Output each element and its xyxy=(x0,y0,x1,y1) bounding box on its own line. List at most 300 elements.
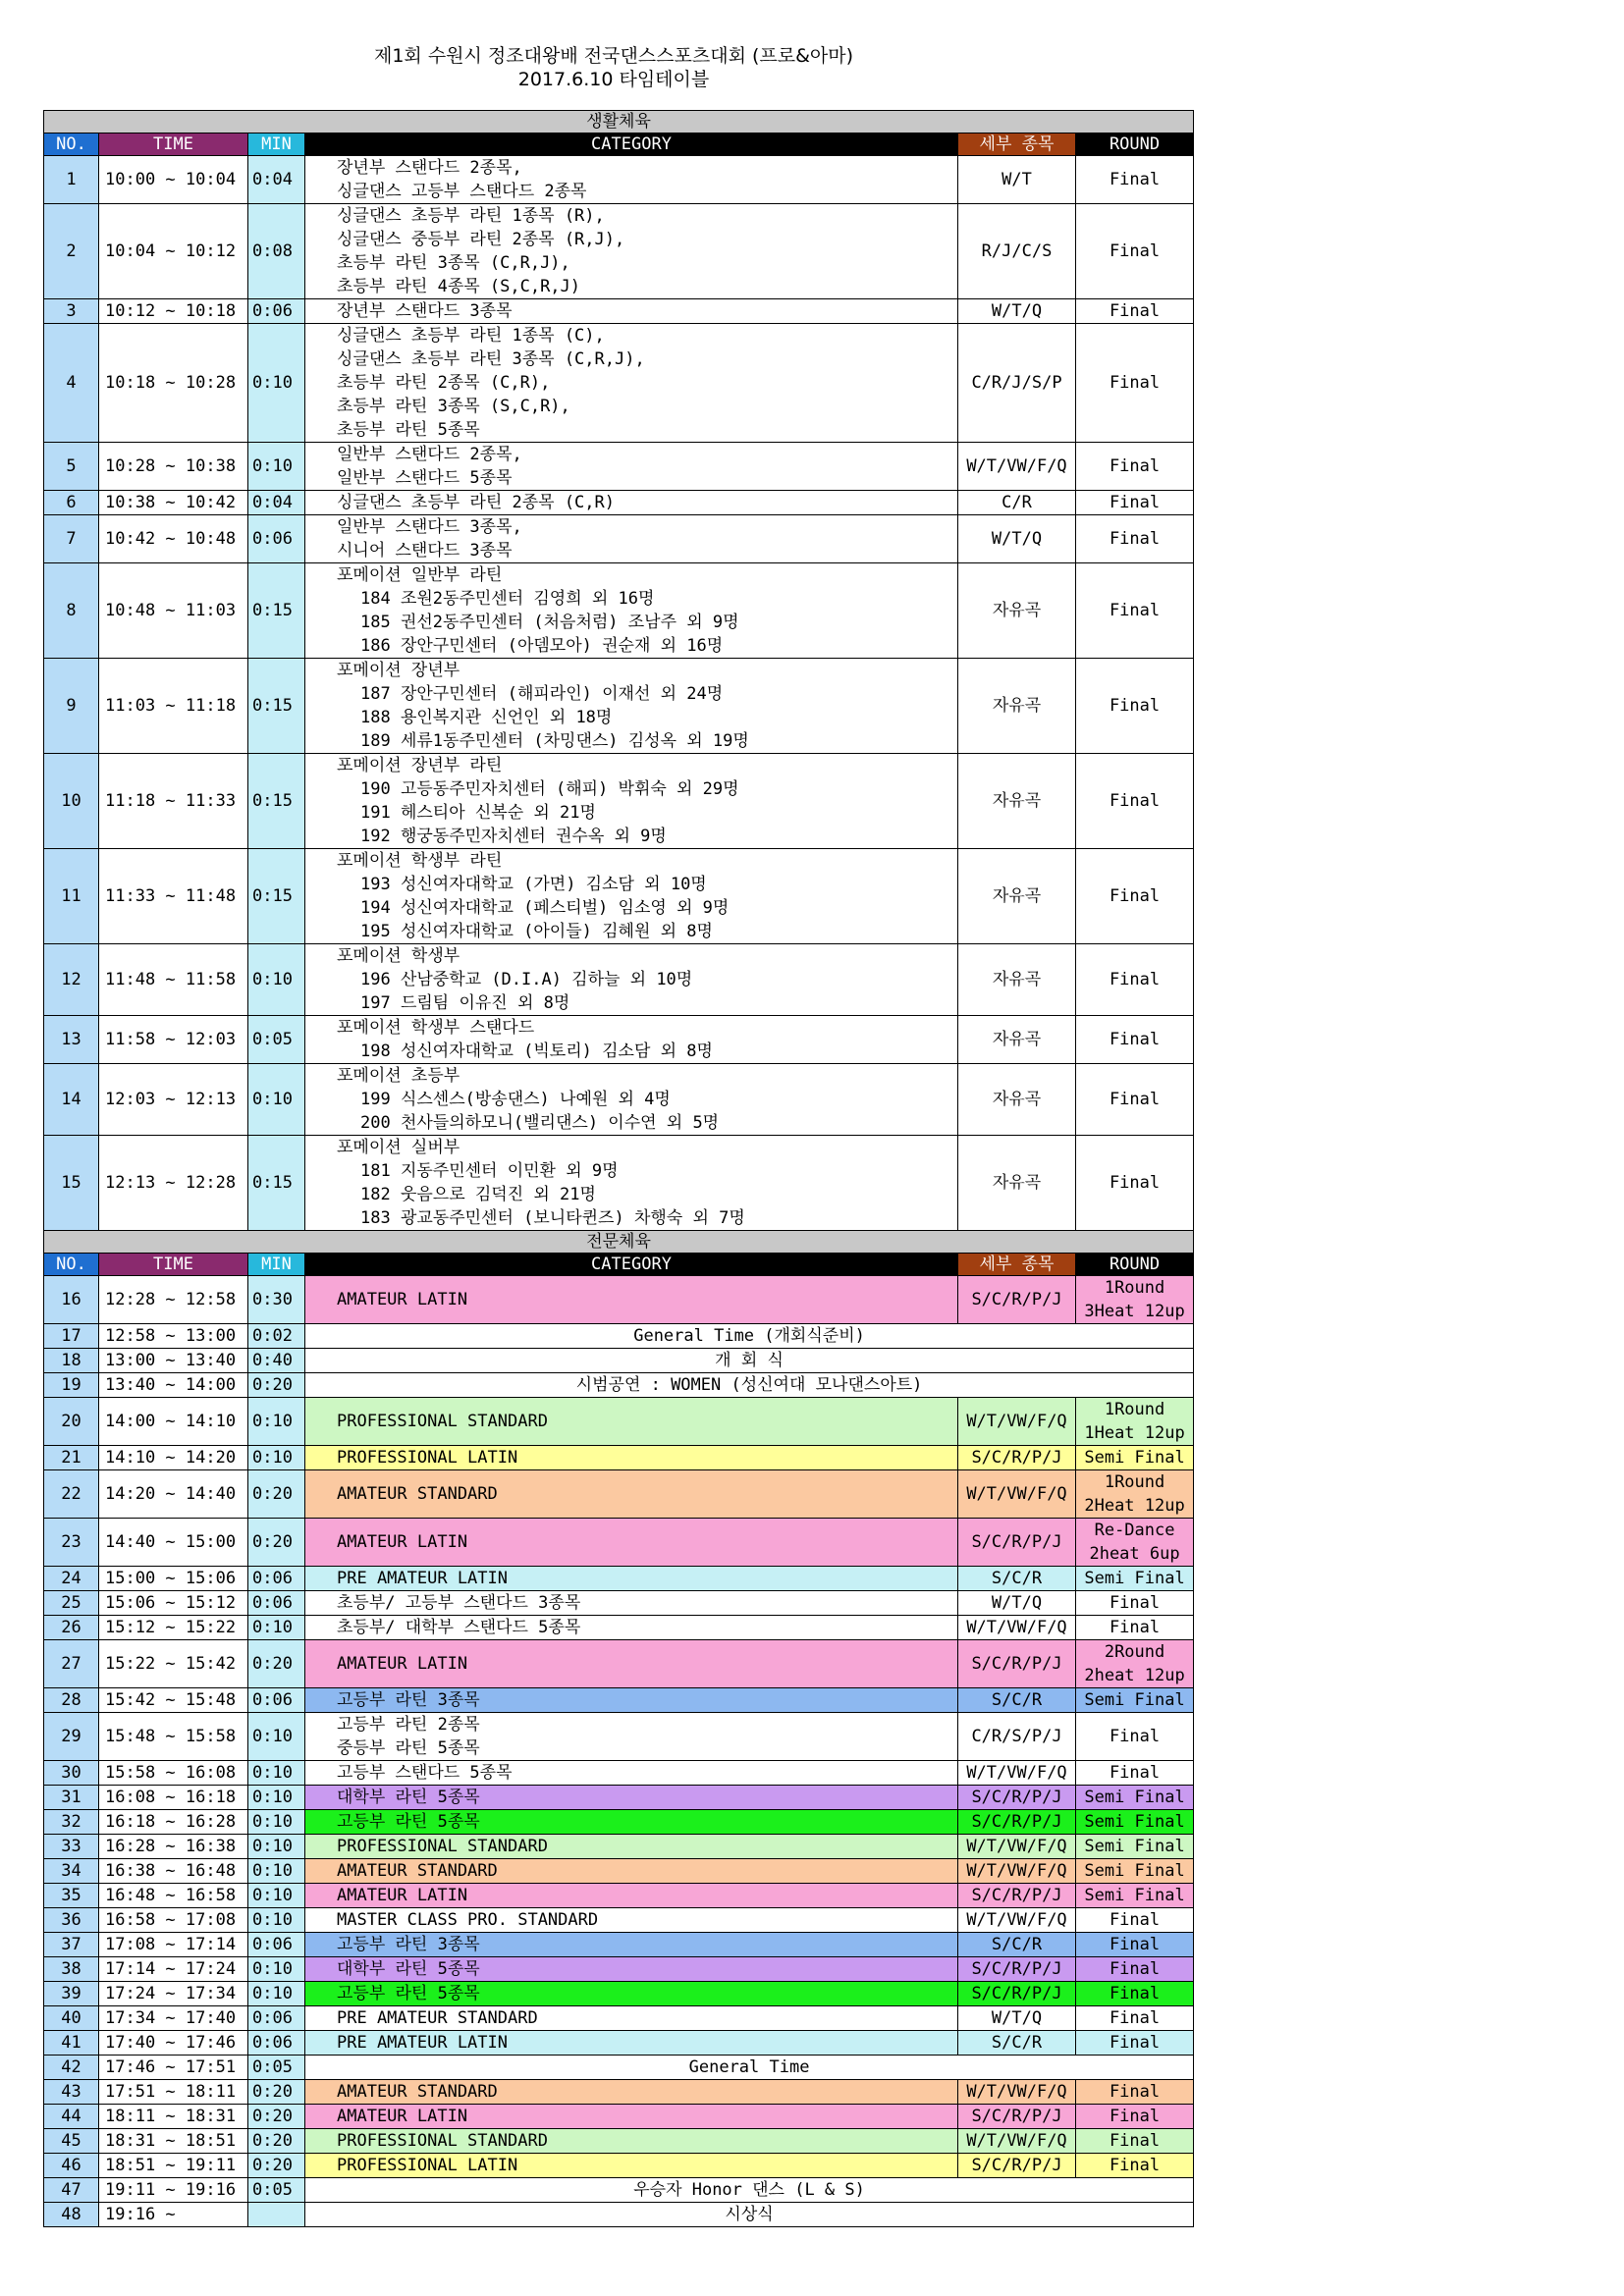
row-min: 0:06 xyxy=(248,2006,305,2031)
category-line: 196 산남중학교 (D.I.A) 김하늘 외 10명 xyxy=(360,970,693,989)
row-min: 0:10 xyxy=(248,1884,305,1908)
row-detail: 자유곡 xyxy=(958,1064,1076,1136)
row-round xyxy=(1076,563,1194,659)
table-row xyxy=(44,1786,1194,1810)
round-line: Final xyxy=(1109,2156,1161,2175)
row-round xyxy=(1076,1567,1194,1591)
row-round xyxy=(1076,491,1194,515)
row-category xyxy=(305,156,958,204)
row-category xyxy=(305,1349,1194,1373)
row-min: 0:10 xyxy=(248,1908,305,1933)
row-time: 16:48 ~ 16:58 xyxy=(99,1884,248,1908)
header-row xyxy=(44,133,1194,156)
row-detail: W/T/VW/F/Q xyxy=(958,1470,1076,1519)
round-line: Final xyxy=(1109,1984,1161,2003)
row-time: 10:00 ~ 10:04 xyxy=(99,156,248,204)
row-round xyxy=(1076,849,1194,944)
row-category xyxy=(305,1640,958,1688)
table-row xyxy=(44,1470,1194,1519)
row-number: 7 xyxy=(44,515,99,563)
row-round xyxy=(1076,1398,1194,1446)
table-row xyxy=(44,1567,1194,1591)
category-line: PROFESSIONAL STANDARD xyxy=(337,1837,548,1856)
row-time: 15:42 ~ 15:48 xyxy=(99,1688,248,1713)
row-number: 18 xyxy=(44,1349,99,1373)
category-line: PRE AMATEUR STANDARD xyxy=(337,2008,538,2028)
row-number: 25 xyxy=(44,1591,99,1616)
row-category xyxy=(305,2080,958,2105)
row-time: 16:28 ~ 16:38 xyxy=(99,1835,248,1859)
section-title: 전문체육 xyxy=(44,1231,1194,1254)
category-line: PRE AMATEUR LATIN xyxy=(337,1569,508,1588)
category-line: 185 권선2동주민센터 (처음처럼) 조남주 외 9명 xyxy=(360,613,739,632)
category-line: General Time (개회식준비) xyxy=(633,1326,865,1346)
category-line: 192 행궁동주민자치센터 권수옥 외 9명 xyxy=(360,827,667,846)
table-row xyxy=(44,563,1194,659)
row-time: 10:42 ~ 10:48 xyxy=(99,515,248,563)
category-line: 195 성신여자대학교 (아이들) 김혜원 외 8명 xyxy=(360,922,713,941)
row-time: 18:31 ~ 18:51 xyxy=(99,2129,248,2154)
round-line: Final xyxy=(1109,456,1161,476)
row-number: 41 xyxy=(44,2031,99,2056)
row-round xyxy=(1076,1982,1194,2006)
row-number: 32 xyxy=(44,1810,99,1835)
row-category xyxy=(305,2129,958,2154)
row-round xyxy=(1076,156,1194,204)
round-line: Final xyxy=(1109,2033,1161,2053)
row-number: 39 xyxy=(44,1982,99,2006)
row-min: 0:05 xyxy=(248,2178,305,2203)
row-min: 0:10 xyxy=(248,1713,305,1761)
category-line: 고등부 스탠다드 5종목 xyxy=(337,1763,513,1783)
category-line: 중등부 라틴 5종목 xyxy=(337,1738,480,1758)
row-detail: S/C/R/P/J xyxy=(958,1786,1076,1810)
round-line: 2heat 12up xyxy=(1084,1666,1185,1685)
round-line: Semi Final xyxy=(1084,1837,1185,1856)
category-line: 시상식 xyxy=(725,2205,774,2224)
category-line: AMATEUR LATIN xyxy=(337,2107,468,2126)
row-category xyxy=(305,1957,958,1982)
row-round xyxy=(1076,1933,1194,1957)
row-detail: W/T/VW/F/Q xyxy=(958,1835,1076,1859)
row-number: 30 xyxy=(44,1761,99,1786)
round-line: Semi Final xyxy=(1084,1448,1185,1468)
row-min: 0:10 xyxy=(248,1957,305,1982)
section-title-row xyxy=(44,1231,1194,1254)
row-time: 12:58 ~ 13:00 xyxy=(99,1324,248,1349)
row-detail: W/T/VW/F/Q xyxy=(958,1616,1076,1640)
round-line: Final xyxy=(1109,2008,1161,2028)
row-category xyxy=(305,1835,958,1859)
row-number: 26 xyxy=(44,1616,99,1640)
row-min: 0:10 xyxy=(248,1446,305,1470)
row-number: 1 xyxy=(44,156,99,204)
row-detail: S/C/R xyxy=(958,1567,1076,1591)
round-line: Final xyxy=(1109,886,1161,906)
round-line: Final xyxy=(1109,529,1161,549)
row-min: 0:06 xyxy=(248,2031,305,2056)
row-time: 11:48 ~ 11:58 xyxy=(99,944,248,1016)
round-line: Final xyxy=(1109,1959,1161,1979)
category-line: 191 헤스티아 신복순 외 21명 xyxy=(360,803,596,823)
row-time: 15:58 ~ 16:08 xyxy=(99,1761,248,1786)
category-line: 고등부 라틴 3종목 xyxy=(337,1935,480,1954)
row-round xyxy=(1076,1957,1194,1982)
row-round xyxy=(1076,1064,1194,1136)
row-category xyxy=(305,1373,1194,1398)
category-line: AMATEUR STANDARD xyxy=(337,1861,498,1881)
row-time: 12:13 ~ 12:28 xyxy=(99,1136,248,1231)
category-line: PROFESSIONAL STANDARD xyxy=(337,2131,548,2151)
row-min: 0:05 xyxy=(248,1016,305,1064)
category-line: 고등부 라틴 5종목 xyxy=(337,1812,480,1832)
category-line: PROFESSIONAL LATIN xyxy=(337,1448,518,1468)
round-line: Final xyxy=(1109,696,1161,716)
category-line: General Time xyxy=(688,2057,810,2077)
row-number: 19 xyxy=(44,1373,99,1398)
row-category xyxy=(305,659,958,754)
table-row xyxy=(44,659,1194,754)
row-number: 16 xyxy=(44,1276,99,1324)
round-line: Final xyxy=(1109,170,1161,189)
row-detail: R/J/C/S xyxy=(958,204,1076,299)
row-category xyxy=(305,1470,958,1519)
round-line: Final xyxy=(1109,2131,1161,2151)
row-number: 28 xyxy=(44,1688,99,1713)
category-line: 고등부 라틴 5종목 xyxy=(337,1984,480,2003)
round-line: Final xyxy=(1109,1090,1161,1109)
row-number: 20 xyxy=(44,1398,99,1446)
row-number: 22 xyxy=(44,1470,99,1519)
row-category xyxy=(305,1810,958,1835)
row-time: 19:16 ~ xyxy=(99,2203,248,2227)
round-line: Final xyxy=(1109,970,1161,989)
category-line: 싱글댄스 초등부 라틴 3종목 (C,R,J), xyxy=(337,349,645,369)
category-line: AMATEUR STANDARD xyxy=(337,1484,498,1504)
row-time: 18:11 ~ 18:31 xyxy=(99,2105,248,2129)
category-line: 일반부 스탠다드 5종목 xyxy=(337,468,513,488)
row-detail: W/T/Q xyxy=(958,2006,1076,2031)
round-line: Re-Dance xyxy=(1094,1521,1175,1540)
row-time: 16:08 ~ 16:18 xyxy=(99,1786,248,1810)
row-category xyxy=(305,1761,958,1786)
table-row xyxy=(44,1982,1194,2006)
row-min: 0:10 xyxy=(248,1616,305,1640)
category-line: 싱글댄스 고등부 스탠다드 2종목 xyxy=(337,182,587,201)
row-time: 15:06 ~ 15:12 xyxy=(99,1591,248,1616)
row-detail: W/T/Q xyxy=(958,1591,1076,1616)
row-time: 15:48 ~ 15:58 xyxy=(99,1713,248,1761)
row-round xyxy=(1076,1713,1194,1761)
row-number: 2 xyxy=(44,204,99,299)
row-min: 0:15 xyxy=(248,754,305,849)
category-line: 대학부 라틴 5종목 xyxy=(337,1788,480,1807)
table-row xyxy=(44,754,1194,849)
row-time: 10:48 ~ 11:03 xyxy=(99,563,248,659)
row-number: 27 xyxy=(44,1640,99,1688)
row-min: 0:10 xyxy=(248,1398,305,1446)
category-line: 182 웃음으로 김덕진 외 21명 xyxy=(360,1185,596,1204)
category-line: AMATEUR LATIN xyxy=(337,1654,468,1674)
category-line: 포메이션 장년부 xyxy=(337,661,460,680)
table-row xyxy=(44,1640,1194,1688)
row-detail: S/C/R xyxy=(958,1933,1076,1957)
category-line: 187 장안구민센터 (해피라인) 이재선 외 24명 xyxy=(360,684,724,704)
row-time: 17:34 ~ 17:40 xyxy=(99,2006,248,2031)
row-round xyxy=(1076,443,1194,491)
row-min: 0:20 xyxy=(248,2105,305,2129)
row-category xyxy=(305,1908,958,1933)
row-detail: W/T/VW/F/Q xyxy=(958,1859,1076,1884)
round-line: Final xyxy=(1109,241,1161,261)
row-min: 0:20 xyxy=(248,2154,305,2178)
row-number: 5 xyxy=(44,443,99,491)
round-line: Final xyxy=(1109,373,1161,393)
row-number: 24 xyxy=(44,1567,99,1591)
table-row xyxy=(44,1835,1194,1859)
row-round xyxy=(1076,944,1194,1016)
table-row xyxy=(44,2178,1194,2203)
row-category xyxy=(305,1064,958,1136)
round-line: Semi Final xyxy=(1084,1886,1185,1905)
header-category: CATEGORY xyxy=(305,1254,958,1276)
row-category xyxy=(305,1859,958,1884)
round-line: Final xyxy=(1109,1618,1161,1637)
row-number: 29 xyxy=(44,1713,99,1761)
table-row xyxy=(44,1616,1194,1640)
row-round xyxy=(1076,1835,1194,1859)
row-category xyxy=(305,324,958,443)
category-line: AMATEUR LATIN xyxy=(337,1532,468,1552)
category-line: 일반부 스탠다드 2종목, xyxy=(337,445,522,464)
row-number: 6 xyxy=(44,491,99,515)
row-detail: W/T/VW/F/Q xyxy=(958,1908,1076,1933)
row-round xyxy=(1076,1276,1194,1324)
row-number: 17 xyxy=(44,1324,99,1349)
table-row xyxy=(44,443,1194,491)
category-line: 190 고등동주민자치센터 (해피) 박휘숙 외 29명 xyxy=(360,779,739,799)
row-category xyxy=(305,1567,958,1591)
round-line: 2Round xyxy=(1104,1642,1165,1662)
row-detail: W/T/Q xyxy=(958,299,1076,324)
row-time: 12:03 ~ 12:13 xyxy=(99,1064,248,1136)
category-line: 초등부 라틴 4종목 (S,C,R,J) xyxy=(337,277,581,296)
table-row xyxy=(44,944,1194,1016)
row-number: 10 xyxy=(44,754,99,849)
row-detail: S/C/R xyxy=(958,1688,1076,1713)
table-row xyxy=(44,1446,1194,1470)
row-time: 11:58 ~ 12:03 xyxy=(99,1016,248,1064)
row-detail: W/T/VW/F/Q xyxy=(958,2129,1076,2154)
row-category xyxy=(305,849,958,944)
round-line: Final xyxy=(1109,1727,1161,1746)
row-min: 0:20 xyxy=(248,2080,305,2105)
table-row xyxy=(44,2154,1194,2178)
row-time: 15:22 ~ 15:42 xyxy=(99,1640,248,1688)
table-row xyxy=(44,1713,1194,1761)
category-line: 우승자 Honor 댄스 (L & S) xyxy=(633,2180,865,2200)
row-category xyxy=(305,1884,958,1908)
row-detail: S/C/R/P/J xyxy=(958,1446,1076,1470)
row-time: 10:18 ~ 10:28 xyxy=(99,324,248,443)
row-min: 0:15 xyxy=(248,1136,305,1231)
row-detail: W/T/VW/F/Q xyxy=(958,2080,1076,2105)
row-time: 10:12 ~ 10:18 xyxy=(99,299,248,324)
category-line: 198 성신여자대학교 (빅토리) 김소담 외 8명 xyxy=(360,1041,713,1061)
row-round xyxy=(1076,1016,1194,1064)
row-number: 8 xyxy=(44,563,99,659)
category-line: 포메이션 일반부 라틴 xyxy=(337,565,503,585)
row-category xyxy=(305,1786,958,1810)
category-line: 포메이션 초등부 xyxy=(337,1066,460,1086)
header-time: TIME xyxy=(99,1254,248,1276)
row-time: 16:58 ~ 17:08 xyxy=(99,1908,248,1933)
row-min: 0:10 xyxy=(248,1761,305,1786)
header-min: MIN xyxy=(248,133,305,156)
round-line: Final xyxy=(1109,493,1161,512)
round-line: Final xyxy=(1109,2082,1161,2102)
table-row xyxy=(44,2203,1194,2227)
row-min: 0:04 xyxy=(248,491,305,515)
table-row xyxy=(44,2056,1194,2080)
row-category xyxy=(305,563,958,659)
category-line: 포메이션 실버부 xyxy=(337,1138,460,1157)
row-round xyxy=(1076,754,1194,849)
row-round xyxy=(1076,1470,1194,1519)
table-row xyxy=(44,1136,1194,1231)
row-detail: W/T/Q xyxy=(958,515,1076,563)
header-detail: 세부 종목 xyxy=(958,1254,1076,1276)
round-line: Final xyxy=(1109,1030,1161,1049)
row-time: 13:40 ~ 14:00 xyxy=(99,1373,248,1398)
row-detail: C/R/S/P/J xyxy=(958,1713,1076,1761)
row-time: 15:12 ~ 15:22 xyxy=(99,1616,248,1640)
row-number: 33 xyxy=(44,1835,99,1859)
row-min: 0:20 xyxy=(248,2129,305,2154)
row-detail: 자유곡 xyxy=(958,1136,1076,1231)
row-number: 11 xyxy=(44,849,99,944)
category-line: PROFESSIONAL LATIN xyxy=(337,2156,518,2175)
category-line: MASTER CLASS PRO. STANDARD xyxy=(337,1910,599,1930)
round-line: Final xyxy=(1109,1910,1161,1930)
header-no: NO. xyxy=(44,133,99,156)
row-time: 10:38 ~ 10:42 xyxy=(99,491,248,515)
row-round xyxy=(1076,2006,1194,2031)
category-line: AMATEUR STANDARD xyxy=(337,2082,498,2102)
round-line: 1Round xyxy=(1104,1278,1165,1298)
table-row xyxy=(44,849,1194,944)
round-line: 1Heat 12up xyxy=(1084,1423,1185,1443)
row-number: 36 xyxy=(44,1908,99,1933)
category-line: 일반부 스탠다드 3종목, xyxy=(337,517,522,537)
timetable xyxy=(43,110,1194,2227)
row-detail: S/C/R/P/J xyxy=(958,2105,1076,2129)
row-time: 16:18 ~ 16:28 xyxy=(99,1810,248,1835)
header-row xyxy=(44,1254,1194,1276)
row-category xyxy=(305,944,958,1016)
row-min xyxy=(248,2203,305,2227)
header-time: TIME xyxy=(99,133,248,156)
row-time: 14:40 ~ 15:00 xyxy=(99,1519,248,1567)
row-category xyxy=(305,1616,958,1640)
table-row xyxy=(44,1884,1194,1908)
category-line: 194 성신여자대학교 (페스티벌) 임소영 외 9명 xyxy=(360,898,730,918)
category-line: 싱글댄스 초등부 라틴 2종목 (C,R) xyxy=(337,493,615,512)
category-line: PROFESSIONAL STANDARD xyxy=(337,1412,548,1431)
row-detail: C/R/J/S/P xyxy=(958,324,1076,443)
row-min: 0:15 xyxy=(248,563,305,659)
round-line: Final xyxy=(1109,301,1161,321)
section-title: 생활체육 xyxy=(44,111,1194,133)
row-time: 16:38 ~ 16:48 xyxy=(99,1859,248,1884)
row-min: 0:15 xyxy=(248,849,305,944)
round-line: 1Round xyxy=(1104,1472,1165,1492)
row-category xyxy=(305,515,958,563)
row-category xyxy=(305,1446,958,1470)
row-detail: 자유곡 xyxy=(958,849,1076,944)
row-round xyxy=(1076,1519,1194,1567)
section-title-row xyxy=(44,111,1194,133)
row-min: 0:02 xyxy=(248,1324,305,1349)
row-min: 0:20 xyxy=(248,1640,305,1688)
row-number: 46 xyxy=(44,2154,99,2178)
row-number: 31 xyxy=(44,1786,99,1810)
row-category xyxy=(305,2031,958,2056)
row-round xyxy=(1076,1884,1194,1908)
row-min: 0:06 xyxy=(248,1591,305,1616)
round-line: Final xyxy=(1109,1763,1161,1783)
round-line: Semi Final xyxy=(1084,1690,1185,1710)
row-number: 34 xyxy=(44,1859,99,1884)
row-number: 42 xyxy=(44,2056,99,2080)
row-round xyxy=(1076,659,1194,754)
table-row xyxy=(44,2129,1194,2154)
table-row xyxy=(44,1324,1194,1349)
row-number: 37 xyxy=(44,1933,99,1957)
row-detail: S/C/R/P/J xyxy=(958,1957,1076,1982)
row-category xyxy=(305,299,958,324)
row-detail: W/T/VW/F/Q xyxy=(958,1398,1076,1446)
row-time: 10:28 ~ 10:38 xyxy=(99,443,248,491)
row-round xyxy=(1076,1446,1194,1470)
row-number: 23 xyxy=(44,1519,99,1567)
row-min: 0:08 xyxy=(248,204,305,299)
row-category xyxy=(305,2178,1194,2203)
row-time: 12:28 ~ 12:58 xyxy=(99,1276,248,1324)
row-detail: S/C/R/P/J xyxy=(958,1982,1076,2006)
row-time: 10:04 ~ 10:12 xyxy=(99,204,248,299)
row-round xyxy=(1076,2031,1194,2056)
row-detail: S/C/R/P/J xyxy=(958,1519,1076,1567)
category-line: 포메이션 학생부 스탠다드 xyxy=(337,1018,535,1038)
table-row xyxy=(44,2006,1194,2031)
category-line: 181 지동주민센터 이민환 외 9명 xyxy=(360,1161,619,1181)
row-min: 0:06 xyxy=(248,1688,305,1713)
row-min: 0:10 xyxy=(248,1064,305,1136)
row-round xyxy=(1076,204,1194,299)
row-round xyxy=(1076,2129,1194,2154)
category-line: 초등부 라틴 2종목 (C,R), xyxy=(337,373,551,393)
row-round xyxy=(1076,1786,1194,1810)
table-row xyxy=(44,515,1194,563)
row-round xyxy=(1076,1761,1194,1786)
round-line: Final xyxy=(1109,1593,1161,1613)
row-min: 0:10 xyxy=(248,443,305,491)
category-line: AMATEUR LATIN xyxy=(337,1886,468,1905)
row-time: 14:10 ~ 14:20 xyxy=(99,1446,248,1470)
row-category xyxy=(305,204,958,299)
row-category xyxy=(305,1398,958,1446)
